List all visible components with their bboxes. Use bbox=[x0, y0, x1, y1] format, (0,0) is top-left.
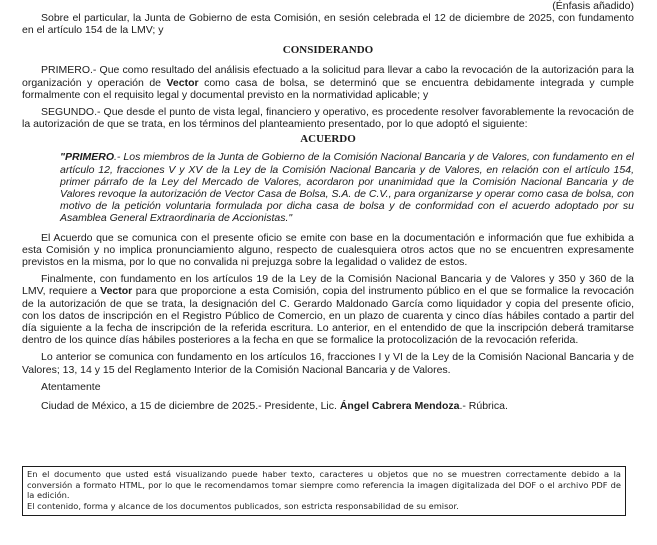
primero-text-after: como casa de bolsa, se determinó que se encuentra debidamente integrada y cumple formalmente con el requisito legal y documental previsto en la normatividad aplicable; y bbox=[22, 76, 634, 101]
intro-paragraph: Sobre el particular, la Junta de Gobierno de esta Comisión, en sesión celebrada el 12 de diciembre de 2025, con fundamento en el artículo 154 de la LMV; y bbox=[22, 12, 634, 37]
finalmente-paragraph bbox=[22, 273, 634, 346]
finalmente-text-before: Finalmente, con fundamento en los artículos 19 de la Ley de la Comisión Nacional Bancaria y de Valores y 350 y 360 de la LMV, requiere a bbox=[22, 273, 634, 298]
vector-name: Vector bbox=[100, 285, 133, 298]
acuerdo-comunica-paragraph: El Acuerdo que se comunica con el presente oficio se emite con base en la documentación e información que fue exhibida a esta Comisión y no implica pronunciamiento alguno, respecto de cualesquiera otros actos que no se encuentren expresamente previstos en la misma, por lo que no convalida ni prejuzga sobre la legalidad o validez de estos. bbox=[22, 231, 634, 269]
signature-text-after: .- Rúbrica. bbox=[459, 400, 508, 413]
considerando-heading: CONSIDERANDO bbox=[282, 44, 374, 57]
disclaimer-line-2: El contenido, forma y alcance de los documentos publicados, son estricta responsabilidad de su emisor. bbox=[27, 500, 459, 511]
disclaimer-box bbox=[22, 466, 626, 516]
primero-paragraph bbox=[22, 64, 634, 101]
acuerdo-quote bbox=[60, 151, 634, 224]
finalmente-text-after: para que proporcione a esta Comisión, copia del instrumento público en el que se formalice la revocación de la autorización de que se trata, la designación del C. Gerardo Maldonado García como liquidador y copia del presente oficio, con los datos de inscripción en el Registro Público de Comercio, en un plazo de cuarenta y cinco días hábiles contado a partir del día siguiente a la fecha de inscripción de la referida escritura. Lo anterior, en el entendido de que la inscripción deberá tramitarse dentro de los quince días hábiles posteriores a la fecha en que se formalice la protocolización de la revocación referida. bbox=[22, 285, 634, 347]
signer-name: Ángel Cabrera Mendoza bbox=[339, 400, 460, 413]
signature-line bbox=[22, 400, 634, 412]
acuerdo-heading: ACUERDO bbox=[300, 133, 356, 146]
signature-text-before: Ciudad de México, a 15 de diciembre de 2025.- Presidente, Lic. bbox=[41, 400, 340, 413]
atentamente-line: Atentamente bbox=[41, 380, 101, 393]
segundo-paragraph: SEGUNDO.- Que desde el punto de vista legal, financiero y operativo, es procedente resolver favorablemente la revocación de la autorización de que se trata, en los términos del planteamiento presentado, por lo que adoptó el siguiente: bbox=[22, 106, 634, 131]
emphasis-note: (Énfasis añadido) bbox=[552, 0, 634, 12]
document-body bbox=[22, 0, 634, 412]
disclaimer-line-1: En el documento que usted está visualizando puede haber texto, caracteres u objetos que no se muestren correctamente debido a la conversión a formato HTML, por lo que le recomendamos tomar siempre como referencia la imagen digitalizada del DOF o el archivo PDF de la edición. bbox=[27, 469, 621, 501]
primero-text-before: PRIMERO.- Que como resultado del análisis efectuado a la solicitud para llevar a cabo la revocación de la autorización para la organización y operación de bbox=[22, 64, 634, 89]
vector-name: Vector bbox=[166, 76, 199, 89]
fundamento-paragraph: Lo anterior se comunica con fundamento en los artículos 16, fracciones I y VI de la Ley de la Comisión Nacional Bancaria y de Valores; 13, 14 y 15 del Reglamento Interior de la Comisión Nacional Bancaria y de Valores. bbox=[22, 351, 634, 376]
quote-primero-label: "PRIMERO bbox=[60, 151, 114, 164]
quote-text: .- Los miembros de la Junta de Gobierno de la Comisión Nacional Bancaria y de Valores, con fundamento en el artículo 12, fracciones V y XV de la Ley de la Comisión Nacional Bancaria y de Valores, en relación con el artículo 154, primer párrafo de la Ley del Mercado de Valores, acordaron por unanimidad que la Comisión Nacional Bancaria y de Valores revoque la autorización de Vector Casa de Bolsa, S.A. de C.V., para organizarse y operar como casa de bolsa, con motivo de la petición voluntaria formulada por dicha casa de bolsa y de conformidad con el acuerdo adoptado por su Asamblea General Extraordinaria de Accionistas." bbox=[60, 151, 634, 225]
